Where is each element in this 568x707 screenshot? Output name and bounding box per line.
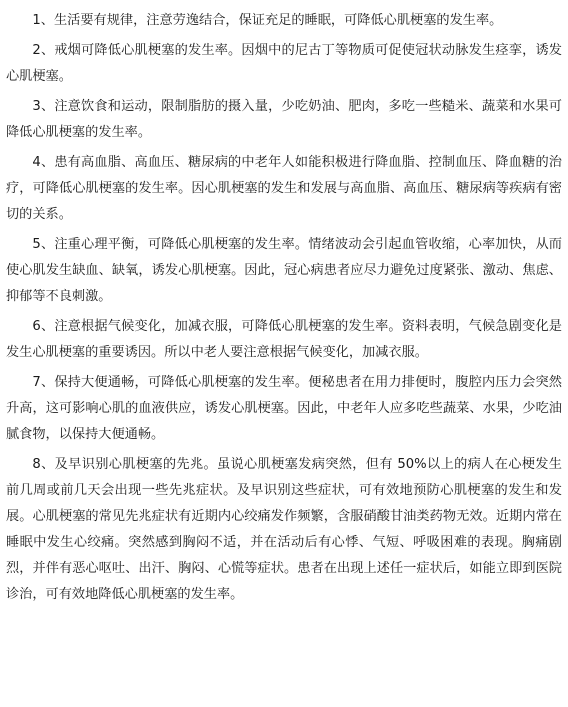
paragraph-4: 4、患有高血脂、高血压、糖尿病的中老年人如能积极进行降血脂、控制血压、降血糖的治疗，可降低心肌梗塞的发生率。因心肌梗塞的发生和发展与高血脂、高血压、糖尿病等疾病有密切的关系。 xyxy=(6,155,562,222)
paragraph-8: 8、及早识别心肌梗塞的先兆。虽说心肌梗塞发病突然，但有 50%以上的病人在心梗发生前几周或前几天会出现一些先兆症状。及早识别这些症状，可有效地预防心肌梗塞的发生和发展。心肌梗塞的常见先兆症状有近期内心绞痛发作频繁，含服硝酸甘油类药物无效。近期内常在睡眠中发生心绞痛。突然感到胸闷不适，并在活动后有心悸、气短、呼吸困难的表现。胸痛剧烈，并伴有恶心呕吐、出汗、胸闷、心慌等症状。患者在出现上述任一症状后，如能立即到医院诊治，可有效地降低心肌梗塞的发生率。 xyxy=(6,457,562,602)
paragraph-3: 3、注意饮食和运动，限制脂肪的摄入量，少吃奶油、肥肉，多吃一些糙米、蔬菜和水果可降低心肌梗塞的发生率。 xyxy=(6,99,562,140)
paragraph-6: 6、注意根据气候变化，加减衣服，可降低心肌梗塞的发生率。资料表明，气候急剧变化是发生心肌梗塞的重要诱因。所以中老人要注意根据气候变化，加减衣服。 xyxy=(6,319,562,360)
paragraph-1: 1、生活要有规律，注意劳逸结合，保证充足的睡眠，可降低心肌梗塞的发生率。 xyxy=(32,13,503,28)
article-body xyxy=(6,8,562,612)
paragraph-5: 5、注重心理平衡，可降低心肌梗塞的发生率。情绪波动会引起血管收缩，心率加快，从而使心肌发生缺血、缺氧，诱发心肌梗塞。因此，冠心病患者应尽力避免过度紧张、激动、焦虑、抑郁等不良刺激。 xyxy=(6,237,562,304)
paragraph-7: 7、保持大便通畅，可降低心肌梗塞的发生率。便秘患者在用力排便时，腹腔内压力会突然升高，这可影响心肌的血液供应，诱发心肌梗塞。因此，中老年人应多吃些蔬菜、水果，少吃油腻食物，以保持大便通畅。 xyxy=(6,375,562,442)
paragraph-2: 2、戒烟可降低心肌梗塞的发生率。因烟中的尼古丁等物质可促使冠状动脉发生痉挛，诱发心肌梗塞。 xyxy=(6,43,562,84)
